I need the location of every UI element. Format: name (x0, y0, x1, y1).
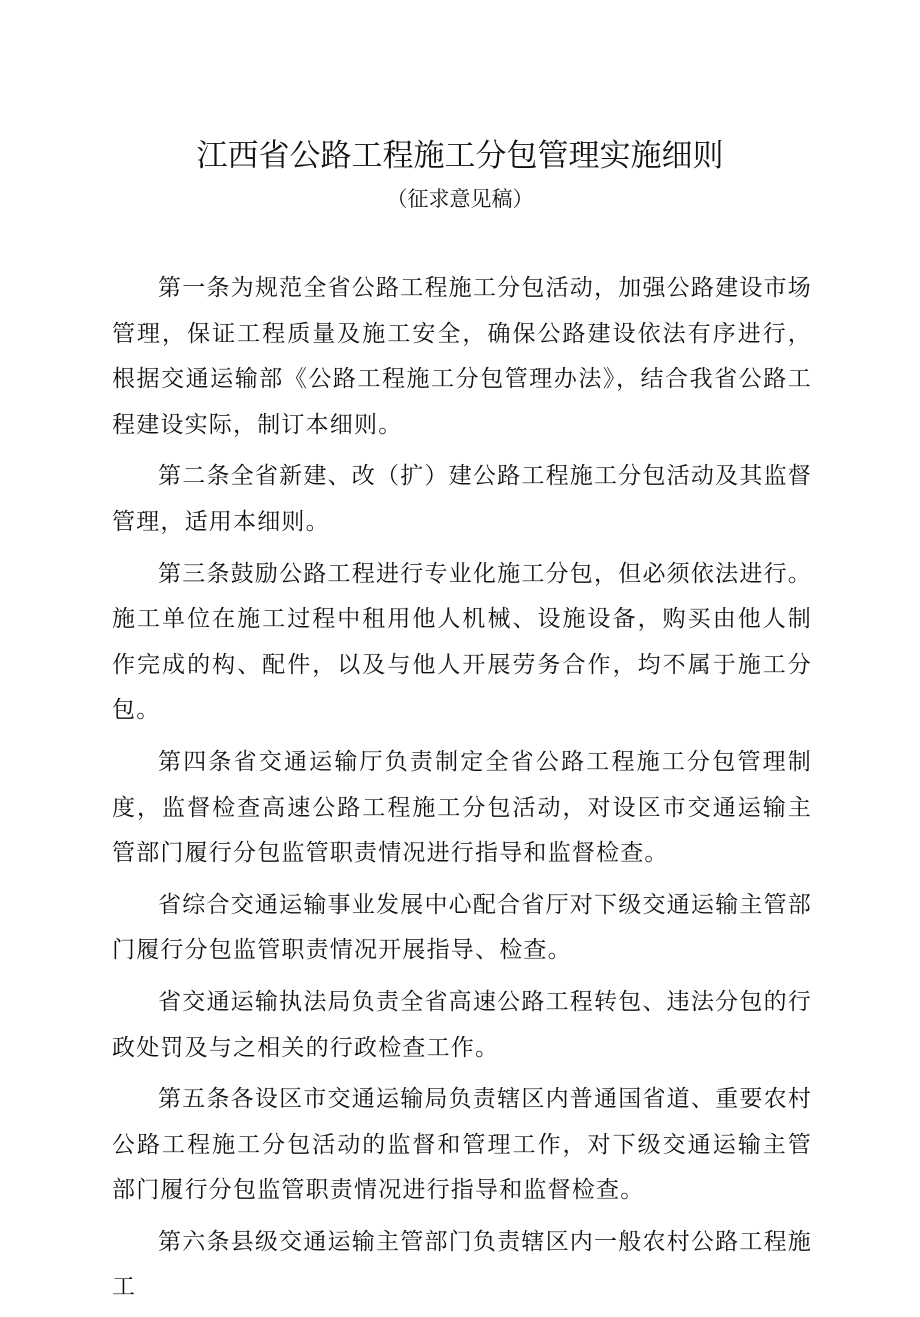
document-body (112, 266, 812, 1317)
paragraph-article-4-center: 省综合交通运输事业发展中心配合省厅对下级交通运输主管部门履行分包监管职责情况开展指导、检查。 (112, 891, 812, 964)
paragraph-article-1: 第一条为规范全省公路工程施工分包活动，加强公路建设市场管理，保证工程质量及施工安全，确保公路建设依法有序进行，根据交通运输部《公路工程施工分包管理办法》，结合我省公路工程建设实际，制订本细则。 (112, 275, 812, 438)
paragraph-article-3: 第三条鼓励公路工程进行专业化施工分包，但必须依法进行。施工单位在施工过程中租用他人机械、设施设备，购买由他人制作完成的构、配件，以及与他人开展劳务合作，均不属于施工分包。 (112, 560, 812, 724)
paragraph-article-5: 第五条各设区市交通运输局负责辖区内普通国省道、重要农村公路工程施工分包活动的监督和管理工作，对下级交通运输主管部门履行分包监管职责情况进行指导和监督检查。 (112, 1086, 812, 1204)
paragraph-article-4: 第四条省交通运输厅负责制定全省公路工程施工分包管理制度，监督检查高速公路工程施工分包活动，对设区市交通运输主管部门履行分包监管职责情况进行指导和监督检查。 (112, 748, 812, 867)
paragraph-article-4-enforcement: 省交通运输执法局负责全省高速公路工程转包、违法分包的行政处罚及与之相关的行政检查工作。 (112, 988, 812, 1061)
document-subtitle: （征求意见稿） (386, 187, 534, 211)
paragraph-article-2: 第二条全省新建、改（扩）建公路工程施工分包活动及其监督管理，适用本细则。 (112, 463, 812, 535)
paragraph-article-6: 第六条县级交通运输主管部门负责辖区内一般农村公路工程施工 (112, 1228, 812, 1301)
document-title: 江西省公路工程施工分包管理实施细则 (196, 138, 724, 174)
